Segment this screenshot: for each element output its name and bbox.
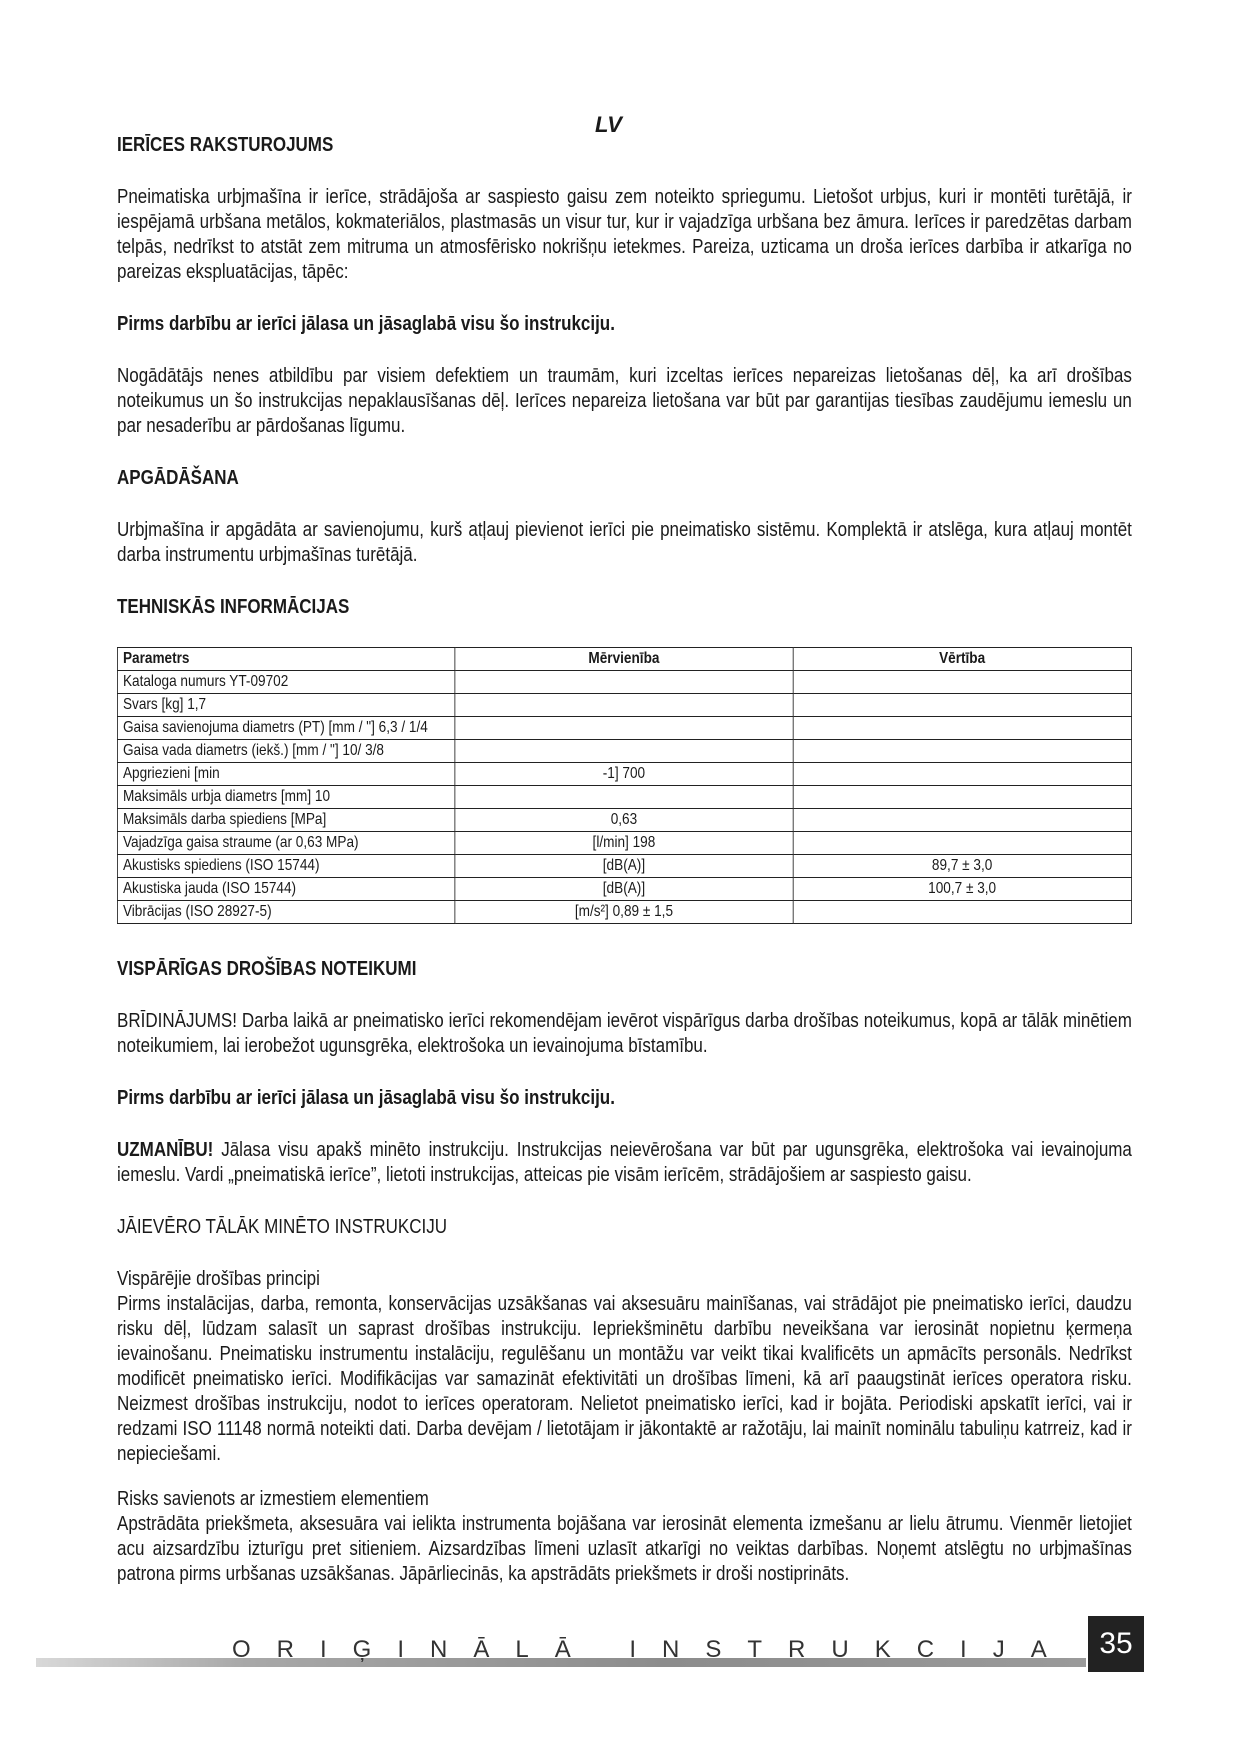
attention-text: Jālasa visu apakš minēto instrukciju. Instrukcijas neievērošana var būt par ugunsgrēka, elektrošoka vai ievainojuma iemeslu. Vardi „pneimatiskā ierīce”, lietoti instrukcijas, atteicas pie visām ierīcēm, strādājošiem ar saspiesto gaisu. (117, 1139, 1132, 1186)
cell-parameter: Maksimāls urbja diametrs [mm] 10 (117, 786, 455, 809)
cell-value (793, 786, 1132, 809)
cell-parameter: Vibrācijas (ISO 28927-5) (117, 901, 455, 924)
section-title-device-characteristics: IERĪCES RAKSTUROJUMS (117, 134, 334, 156)
cell-unit: [m/s²] 0,89 ± 1,5 (455, 901, 793, 924)
cell-parameter: Kataloga numurs YT-09702 (117, 671, 455, 694)
cell-value: 89,7 ± 3,0 (793, 855, 1132, 878)
cell-parameter: Akustiska jauda (ISO 15744) (117, 878, 455, 901)
cell-unit: -1] 700 (455, 763, 793, 786)
table-row (117, 901, 1131, 924)
paragraph-attention (117, 1138, 1132, 1188)
cell-unit (455, 671, 793, 694)
section-title-technical-info: TEHNISKĀS INFORMĀCIJAS (117, 596, 350, 618)
cell-parameter: Vajadzīga gaisa straume (ar 0,63 MPa) (117, 832, 455, 855)
cell-value (793, 671, 1132, 694)
subsection-title-general-principles: Vispārējie drošības principi (117, 1268, 320, 1290)
paragraph-device-description: Pneimatiska urbjmašīna ir ierīce, strādājoša ar saspiesto gaisu zem noteikto spriegumu. Lietošot urbjus, kuri ir montēti turētājā, ir iespējamā urbšana metālos, kokmateriālos, plastmasās un visur tur, kur ir vajadzīga urbšana bez āmura. Ierīces ir paredzētas darbam telpās, nedrīkst to atstāt zem mitruma un atmosfērisko nokrišņu ietekmes. Pareiza, uzticama un droša ierīces darbība ir atkarīga no pareizas ekspluatācijas, tāpēc: (117, 186, 1132, 283)
cell-value (793, 694, 1132, 717)
bold-instruction-read-2: Pirms darbību ar ierīci jālasa un jāsaglabā visu šo instrukciju. (117, 1087, 615, 1109)
table-header-row (117, 648, 1131, 671)
paragraph-ejected-elements: Apstrādāta priekšmeta, aksesuāra vai ielikta instrumenta bojāšana var ierosināt elementa izmešanu ar lielu ātrumu. Vienmēr lietojiet acu aizsardzību izturīgu pret sitieniem. Aizsardzības līmeni uzlasīt atkarīgi no veiktas darbības. Noņemt atslēgtu no urbjmašīnas patrona pirms urbšanas uzsākšanas. Jāpārliecinās, ka apstrādāts priekšmets ir droši nostiprināts. (117, 1513, 1132, 1585)
cell-parameter: Svars [kg] 1,7 (117, 694, 455, 717)
document-body (117, 105, 1132, 1587)
cell-value (793, 832, 1132, 855)
table-row (117, 671, 1131, 694)
paragraph-liability: Nogādātājs nenes atbildību par visiem defektiem un traumām, kuri izceltas ierīces nepareizas lietošanas dēļ, ka arī drošības noteikumus un šo instrukcijas nepaklausīšanas dēļ. Ierīces nepareiza lietošana var būt par garantijas tiesības zaudējumu iemeslu un par nesaderību ar pārdošanas līgumu. (117, 365, 1132, 437)
cell-unit: [dB(A)] (455, 878, 793, 901)
table-row (117, 809, 1131, 832)
section-title-general-safety: VISPĀRĪGAS DROŠĪBAS NOTEIKUMI (117, 958, 417, 980)
cell-unit: [dB(A)] (455, 855, 793, 878)
language-code: LV (595, 112, 622, 137)
paragraph-general-principles: Pirms instalācijas, darba, remonta, konservācijas uzsākšanas vai aksesuāru mainīšanas, vai strādājot pie pneimatisko ierīci, daudzu risku dēļ, lūdzam salasīt un saprast drošības instrukciju. Iepriekšminētu darbību neveikšana var ierosināt nopietnu ķermeņa ievainošanu. Pneimatisku instrumentu instalāciju, regulēšanu un montāžu var veikt tikai kvalificēts un apmācīts personāls. Nedrīkst modificēt pneimatisko ierīci. Modifikācijas var samazināt efektivitāti un drošības līmeni, kā arī paaugstināt ierīces operatora risku. Neizmest drošības instrukciju, nodot to ierīces operatoram. Nelietot pneimatisko ierīci, kad ir bojāta. Periodiski apskatīt ierīci, vai ir redzami ISO 11148 normā noteikti dati. Darba devējam / lietotājam ir jākontaktē ar ražotāju, lai mainīt nominālu tabuliņu katrreiz, kad ir nepieciešami. (117, 1293, 1132, 1465)
cell-unit (455, 786, 793, 809)
table-row (117, 717, 1131, 740)
header-parameter: Parametrs (117, 648, 455, 671)
cell-unit (455, 694, 793, 717)
cell-unit: [l/min] 198 (455, 832, 793, 855)
table-row (117, 740, 1131, 763)
table-row (117, 878, 1131, 901)
table-row (117, 855, 1131, 878)
header-value: Vērtība (793, 648, 1132, 671)
table-row (117, 832, 1131, 855)
cell-value: 100,7 ± 3,0 (793, 878, 1132, 901)
cell-value (793, 763, 1132, 786)
cell-value (793, 809, 1132, 832)
spec-table (117, 647, 1132, 924)
subsection-title-ejected-elements: Risks savienots ar izmestiem elementiem (117, 1488, 429, 1510)
cell-unit (455, 717, 793, 740)
attention-label: UZMANĪBU! (117, 1139, 214, 1161)
cell-parameter: Gaisa vada diametrs (iekš.) [mm / "] 10/ 3/8 (117, 740, 455, 763)
cell-parameter: Akustisks spiediens (ISO 15744) (117, 855, 455, 878)
cell-unit: 0,63 (455, 809, 793, 832)
cell-parameter: Gaisa savienojuma diametrs (PT) [mm / "] 6,3 / 1/4 (117, 717, 455, 740)
cell-value (793, 901, 1132, 924)
cell-value (793, 740, 1132, 763)
header-unit: Mērvienība (455, 648, 793, 671)
cell-parameter: Apgriezieni [min (117, 763, 455, 786)
section-title-equipment: APGĀDĀŠANA (117, 467, 239, 489)
table-row (117, 786, 1131, 809)
cell-value (793, 717, 1132, 740)
cell-parameter: Maksimāls darba spiediens [MPa] (117, 809, 455, 832)
table-row (117, 694, 1131, 717)
bold-instruction-read: Pirms darbību ar ierīci jālasa un jāsaglabā visu šo instrukciju. (117, 313, 615, 335)
page-number: 35 (1088, 1616, 1144, 1672)
spec-table-wrap (117, 647, 1132, 924)
follow-instruction-heading: JĀIEVĒRO TĀLĀK MINĒTO INSTRUKCIJU (117, 1216, 447, 1238)
cell-unit (455, 740, 793, 763)
footer-original-instruction: ORIĢINĀLĀ INSTRUKCIJA (232, 1636, 1073, 1663)
paragraph-equipment: Urbjmašīna ir apgādāta ar savienojumu, kurš atļauj pievienot ierīci pie pneimatisko sistēmu. Komplektā ir atslēga, kura atļauj montēt darba instrumentu urbjmašīnas turētājā. (117, 519, 1132, 566)
table-row (117, 763, 1131, 786)
paragraph-warning: BRĪDINĀJUMS! Darba laikā ar pneimatisko ierīci rekomendējam ievērot vispārīgus darba drošības noteikumus, kopā ar tālāk minētiem noteikumiem, lai ierobežot ugunsgrēka, elektrošoka un ievainojuma bīstamību. (117, 1010, 1132, 1057)
